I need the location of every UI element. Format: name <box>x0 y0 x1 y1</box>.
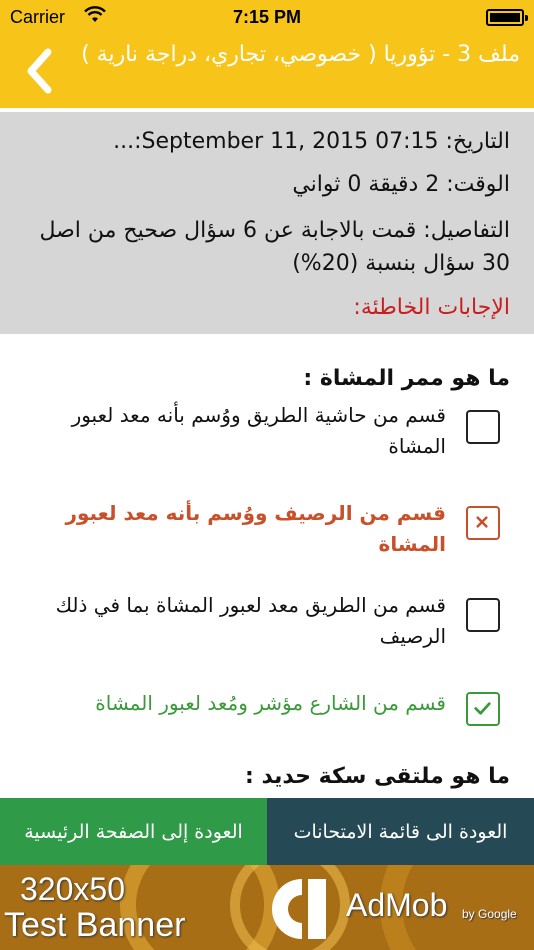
exam-date: التاريخ: September 11, 2015 07:15:... <box>113 129 510 154</box>
exam-duration: الوقت: 2 دقيقة 0 ثواني <box>292 172 510 197</box>
ad-brand: AdMob <box>346 887 448 923</box>
checkbox-wrong-icon <box>466 506 500 540</box>
back-chevron-icon[interactable] <box>22 46 56 96</box>
answer-text: قسم من الشارع مؤشر ومُعد لعبور المشاة <box>95 691 446 715</box>
exam-details: التفاصيل: قمت بالاجابة عن 6 سؤال صحيح من اصل 30 سؤال بنسبة (20%) <box>39 218 510 276</box>
question-title: ما هو ملتقى سكة حديد : <box>245 764 510 789</box>
wrong-answers-title: الإجابات الخاطئة: <box>353 295 510 320</box>
answer-text: قسم من حاشية الطريق ووُسم بأنه معد لعبور المشاة <box>71 403 446 458</box>
back-to-exams-button[interactable]: العودة الى قائمة الامتحانات <box>267 798 534 865</box>
ad-test-label: Test Banner <box>4 906 186 944</box>
back-to-home-button[interactable]: العودة إلى الصفحة الرئيسية <box>0 798 267 865</box>
answer-text: قسم من الرصيف ووُسم بأنه معد لعبور المشاة <box>65 501 446 556</box>
carrier-label: Carrier <box>10 7 66 27</box>
ad-banner[interactable] <box>0 865 534 950</box>
ad-by-google: by Google <box>462 907 517 921</box>
page-title: ملف 3 - تؤوريا ( خصوصي، تجاري، دراجة نارية ) <box>81 42 520 67</box>
answer-option[interactable] <box>0 590 534 660</box>
answer-text: قسم من الطريق معد لعبور المشاة بما في ذلك الرصيف <box>55 593 446 648</box>
battery-icon <box>486 9 524 26</box>
answer-option-wrong[interactable] <box>0 498 534 568</box>
ad-size-label: 320x50 <box>20 871 125 907</box>
checkbox-checked-icon <box>466 692 500 726</box>
nav-bar <box>0 36 534 108</box>
status-time: 7:15 PM <box>232 7 302 27</box>
answer-option[interactable] <box>0 398 534 478</box>
result-summary <box>0 112 534 334</box>
checkbox-empty-icon <box>466 598 500 632</box>
admob-logo-icon <box>268 875 332 943</box>
checkbox-empty-icon <box>466 410 500 444</box>
question-title: ما هو ممر المشاة : <box>303 366 510 391</box>
answer-option-correct[interactable] <box>0 686 534 736</box>
status-bar <box>0 0 534 36</box>
